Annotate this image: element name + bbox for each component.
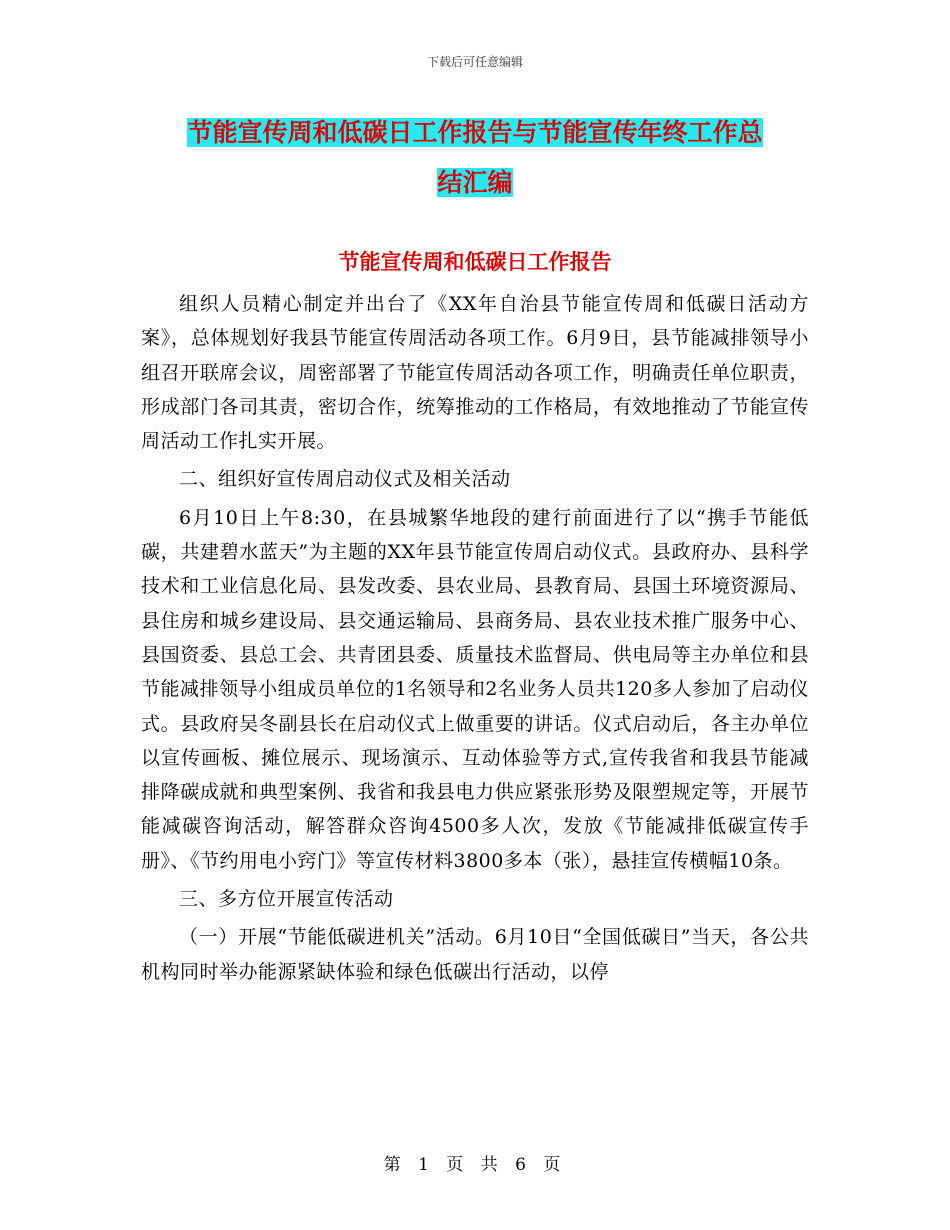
paragraph-government-activity: （一）开展“节能低碳进机关”活动。6月10日“全国低碳日”当天，各公共机构同时举办能源紧缺体验和绿色低碳出行活动，以停 (141, 926, 809, 983)
section-title: 节能宣传周和低碳日工作报告 (338, 250, 612, 274)
page-header-note: 下载后可任意编辑 (426, 55, 523, 69)
page-footer: 第 1 页 共 6 页 (383, 1155, 567, 1175)
document-title-line1: 节能宣传周和低碳日工作报告与节能宣传年终工作总 (187, 118, 763, 147)
paragraph-intro: 组织人员精心制定并出台了《XX年自治县节能宣传周和低碳日活动方案》，总体规划好我县节能宣传周活动各项工作。6月9日，县节能减排领导小组召开联席会议，周密部署了节能宣传周活动各项工作，明确责任单位职责，形成部门各司其责，密切合作，统筹推动的工作格局，有效地推动了节能宣传周活动工作扎实开展。 (141, 293, 809, 453)
subheading-publicity-activities: 三、多方位开展宣传活动 (179, 888, 394, 911)
subheading-launch-ceremony: 二、组织好宣传周启动仪式及相关活动 (179, 468, 511, 491)
paragraph-launch-ceremony: 6月10日上午8:30，在县城繁华地段的建行前面进行了以“携手节能低碳，共建碧水蓝天”为主题的XX年县节能宣传周启动仪式。县政府办、县科学技术和工业信息化局、县发改委、县农业局、县教育局、县国土环境资源局、县住房和城乡建设局、县交通运输局、县商务局、县农业技术推广服务中心、县国资委、县总工会、共青团县委、质量技术监督局、供电局等主办单位和县节能减排领导小组成员单位的1名领导和2名业务人员共120多人参加了启动仪式。县政府吴冬副县长在启动仪式上做重要的讲话。仪式启动后，各主办单位以宣传画板、摊位展示、现场演示、互动体验等方式,宣传我省和我县节能减排降碳成就和典型案例、我省和我县电力供应紧张形势及限塑规定等，开展节能减碳咨询活动，解答群众咨询4500多人次，发放《节能减排低碳宣传手册》、《节约用电小窍门》等宣传材料3800多本（张），悬挂宣传横幅10条。 (141, 506, 809, 872)
document-body (141, 287, 809, 989)
document-title (150, 108, 800, 208)
document-title-line2: 结汇编 (437, 168, 513, 197)
